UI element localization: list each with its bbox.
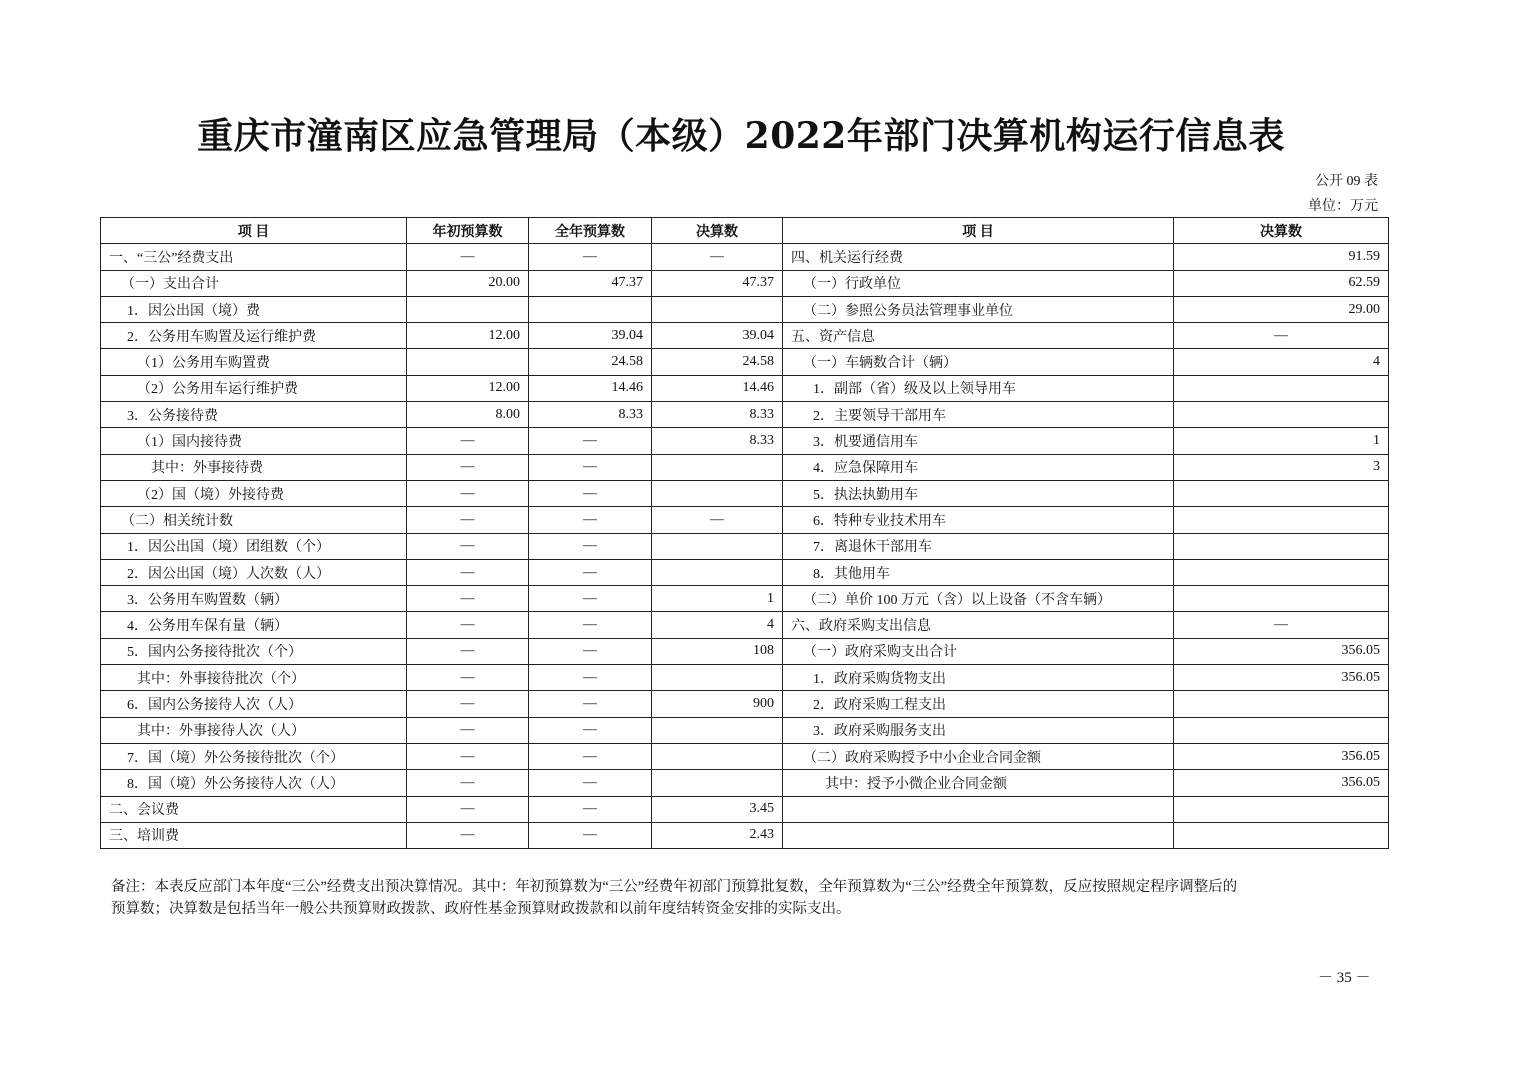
cell-final-account-left: [652, 717, 783, 743]
cell-full-year-budget: —: [529, 717, 652, 743]
cell-final-account-left: —: [652, 244, 783, 270]
cell-initial-budget: 12.00: [407, 323, 529, 349]
table-row: [101, 244, 1389, 270]
table-row: [101, 507, 1389, 533]
cell-final-account-right: [1174, 717, 1389, 743]
cell-full-year-budget: —: [529, 691, 652, 717]
cell-item-right: 7．离退休干部用车: [783, 533, 1174, 559]
cell-final-account-right: 356.05: [1174, 743, 1389, 769]
cell-initial-budget: —: [407, 454, 529, 480]
cell-initial-budget: —: [407, 612, 529, 638]
cell-final-account-right: [1174, 533, 1389, 559]
cell-initial-budget: —: [407, 770, 529, 796]
table-row: [101, 717, 1389, 743]
cell-item-right: 2．主要领导干部用车: [783, 402, 1174, 428]
cell-item-left: 5．国内公务接待批次（个）: [101, 638, 407, 664]
form-number: 公开 09 表: [1315, 174, 1378, 189]
cell-full-year-budget: —: [529, 665, 652, 691]
header-full-year-budget: 全年预算数: [529, 218, 652, 244]
cell-initial-budget: —: [407, 638, 529, 664]
cell-full-year-budget: —: [529, 586, 652, 612]
table-row: [101, 323, 1389, 349]
cell-final-account-left: [652, 665, 783, 691]
cell-item-right: 1．政府采购货物支出: [783, 665, 1174, 691]
cell-item-left: 2．因公出国（境）人次数（人）: [101, 559, 407, 585]
cell-final-account-right: [1174, 480, 1389, 506]
cell-final-account-right: [1174, 507, 1389, 533]
cell-item-right: 四、机关运行经费: [783, 244, 1174, 270]
cell-item-left: 其中：外事接待批次（个）: [101, 665, 407, 691]
cell-item-left: （二）相关统计数: [101, 507, 407, 533]
cell-item-right: [783, 796, 1174, 822]
header-item-right: 项 目: [783, 218, 1174, 244]
cell-final-account-right: 3: [1174, 454, 1389, 480]
cell-item-right: [783, 822, 1174, 848]
cell-item-left: （1）国内接待费: [101, 428, 407, 454]
cell-item-right: 4．应急保障用车: [783, 454, 1174, 480]
cell-final-account-left: 8.33: [652, 428, 783, 454]
cell-final-account-left: [652, 743, 783, 769]
cell-final-account-right: 1: [1174, 428, 1389, 454]
table-row: [101, 743, 1389, 769]
table-row: [101, 533, 1389, 559]
page-number: － 35 －: [1318, 970, 1371, 986]
cell-initial-budget: —: [407, 428, 529, 454]
cell-item-right: （一）车辆数合计（辆）: [783, 349, 1174, 375]
cell-item-left: 8．国（境）外公务接待人次（人）: [101, 770, 407, 796]
cell-full-year-budget: —: [529, 428, 652, 454]
cell-item-right: 3．机要通信用车: [783, 428, 1174, 454]
cell-final-account-right: [1174, 691, 1389, 717]
cell-item-left: 3．公务接待费: [101, 402, 407, 428]
cell-full-year-budget: —: [529, 612, 652, 638]
cell-final-account-right: [1174, 375, 1389, 401]
unit-label: 单位：万元: [1308, 199, 1378, 214]
cell-full-year-budget: —: [529, 244, 652, 270]
cell-item-right: （二）单价 100 万元（含）以上设备（不含车辆）: [783, 586, 1174, 612]
cell-final-account-right: 356.05: [1174, 638, 1389, 664]
cell-item-left: 7．国（境）外公务接待批次（个）: [101, 743, 407, 769]
cell-final-account-right: —: [1174, 323, 1389, 349]
header-final-account-left: 决算数: [652, 218, 783, 244]
cell-full-year-budget: 14.46: [529, 375, 652, 401]
cell-full-year-budget: —: [529, 480, 652, 506]
cell-item-right: （一）行政单位: [783, 270, 1174, 296]
cell-final-account-left: [652, 559, 783, 585]
cell-final-account-right: [1174, 796, 1389, 822]
cell-final-account-left: 8.33: [652, 402, 783, 428]
cell-final-account-left: 1: [652, 586, 783, 612]
cell-item-left: 其中：外事接待人次（人）: [101, 717, 407, 743]
cell-initial-budget: —: [407, 796, 529, 822]
cell-initial-budget: —: [407, 244, 529, 270]
table-row: [101, 270, 1389, 296]
table-row: [101, 296, 1389, 322]
table-row: [101, 375, 1389, 401]
footnote: [111, 876, 1391, 920]
table-row: [101, 454, 1389, 480]
cell-item-right: （一）政府采购支出合计: [783, 638, 1174, 664]
table-row: [101, 480, 1389, 506]
cell-item-left: （1）公务用车购置费: [101, 349, 407, 375]
cell-final-account-left: 47.37: [652, 270, 783, 296]
cell-final-account-left: 4: [652, 612, 783, 638]
cell-item-right: 其中：授予小微企业合同金额: [783, 770, 1174, 796]
cell-item-left: （一）支出合计: [101, 270, 407, 296]
table-row: [101, 559, 1389, 585]
cell-full-year-budget: —: [529, 533, 652, 559]
cell-full-year-budget: 8.33: [529, 402, 652, 428]
cell-full-year-budget: [529, 296, 652, 322]
cell-item-right: 6．特种专业技术用车: [783, 507, 1174, 533]
cell-initial-budget: —: [407, 717, 529, 743]
cell-initial-budget: —: [407, 743, 529, 769]
footnote-line-1: 备注：本表反应部门本年度“三公”经费支出预决算情况。其中：年初预算数为“三公”经费年初部门预算批复数，全年预算数为“三公”经费全年预算数，反应按照规定程序调整后的: [111, 879, 1238, 895]
cell-item-left: 二、会议费: [101, 796, 407, 822]
cell-item-left: 6．国内公务接待人次（人）: [101, 691, 407, 717]
cell-item-left: 三、培训费: [101, 822, 407, 848]
table-row: [101, 822, 1389, 848]
cell-item-right: 六、政府采购支出信息: [783, 612, 1174, 638]
cell-final-account-left: 39.04: [652, 323, 783, 349]
cell-final-account-left: —: [652, 507, 783, 533]
cell-initial-budget: [407, 349, 529, 375]
cell-initial-budget: —: [407, 507, 529, 533]
cell-final-account-right: 4: [1174, 349, 1389, 375]
document-title: 重庆市潼南区应急管理局（本级）2022年部门决算机构运行信息表: [197, 115, 1285, 157]
cell-item-right: 8．其他用车: [783, 559, 1174, 585]
cell-initial-budget: —: [407, 822, 529, 848]
table-row: [101, 691, 1389, 717]
cell-final-account-right: 91.59: [1174, 244, 1389, 270]
cell-final-account-right: 29.00: [1174, 296, 1389, 322]
cell-item-right: 1．副部（省）级及以上领导用车: [783, 375, 1174, 401]
cell-initial-budget: —: [407, 533, 529, 559]
table-row: [101, 770, 1389, 796]
table-row: [101, 428, 1389, 454]
header-final-account-right: 决算数: [1174, 218, 1389, 244]
header-item-left: 项 目: [101, 218, 407, 244]
cell-final-account-right: 62.59: [1174, 270, 1389, 296]
cell-item-left: 2．公务用车购置及运行维护费: [101, 323, 407, 349]
cell-final-account-right: [1174, 559, 1389, 585]
cell-initial-budget: —: [407, 586, 529, 612]
cell-item-right: 3．政府采购服务支出: [783, 717, 1174, 743]
cell-initial-budget: —: [407, 559, 529, 585]
cell-full-year-budget: 47.37: [529, 270, 652, 296]
cell-full-year-budget: —: [529, 770, 652, 796]
cell-item-left: 一、“三公”经费支出: [101, 244, 407, 270]
cell-final-account-right: 356.05: [1174, 665, 1389, 691]
table-row: [101, 402, 1389, 428]
table-row: [101, 796, 1389, 822]
cell-item-right: （二）参照公务员法管理事业单位: [783, 296, 1174, 322]
cell-final-account-right: —: [1174, 612, 1389, 638]
table-row: [101, 638, 1389, 664]
cell-full-year-budget: —: [529, 743, 652, 769]
cell-initial-budget: —: [407, 665, 529, 691]
footnote-line-2: 预算数；决算数是包括当年一般公共预算财政拨款、政府性基金预算财政拨款和以前年度结转资金安排的实际支出。: [111, 901, 851, 917]
cell-initial-budget: 12.00: [407, 375, 529, 401]
cell-item-right: 5．执法执勤用车: [783, 480, 1174, 506]
table-row: [101, 665, 1389, 691]
cell-final-account-left: [652, 454, 783, 480]
cell-item-left: 4．公务用车保有量（辆）: [101, 612, 407, 638]
table-header-row: [101, 218, 1389, 244]
table-row: [101, 612, 1389, 638]
header-initial-budget: 年初预算数: [407, 218, 529, 244]
cell-final-account-left: 24.58: [652, 349, 783, 375]
table-row: [101, 586, 1389, 612]
cell-full-year-budget: —: [529, 454, 652, 480]
cell-item-right: 五、资产信息: [783, 323, 1174, 349]
cell-item-left: 1．因公出国（境）团组数（个）: [101, 533, 407, 559]
cell-final-account-right: 356.05: [1174, 770, 1389, 796]
cell-full-year-budget: —: [529, 507, 652, 533]
cell-initial-budget: 20.00: [407, 270, 529, 296]
cell-final-account-left: 108: [652, 638, 783, 664]
cell-final-account-left: [652, 296, 783, 322]
table-row: [101, 349, 1389, 375]
cell-final-account-left: 2.43: [652, 822, 783, 848]
cell-full-year-budget: —: [529, 638, 652, 664]
cell-final-account-left: [652, 533, 783, 559]
cell-initial-budget: —: [407, 480, 529, 506]
cell-item-left: （2）公务用车运行维护费: [101, 375, 407, 401]
cell-initial-budget: —: [407, 691, 529, 717]
cell-final-account-left: 900: [652, 691, 783, 717]
cell-final-account-left: 3.45: [652, 796, 783, 822]
cell-full-year-budget: —: [529, 559, 652, 585]
cell-final-account-right: [1174, 402, 1389, 428]
cell-initial-budget: [407, 296, 529, 322]
cell-full-year-budget: —: [529, 822, 652, 848]
cell-full-year-budget: —: [529, 796, 652, 822]
cell-final-account-left: [652, 480, 783, 506]
cell-item-left: 1．因公出国（境）费: [101, 296, 407, 322]
cell-final-account-right: [1174, 586, 1389, 612]
cell-item-left: 其中：外事接待费: [101, 454, 407, 480]
cell-item-right: （二）政府采购授予中小企业合同金额: [783, 743, 1174, 769]
cell-item-left: 3．公务用车购置数（辆）: [101, 586, 407, 612]
cell-initial-budget: 8.00: [407, 402, 529, 428]
cell-full-year-budget: 39.04: [529, 323, 652, 349]
cell-item-left: （2）国（境）外接待费: [101, 480, 407, 506]
cell-final-account-left: 14.46: [652, 375, 783, 401]
cell-final-account-right: [1174, 822, 1389, 848]
cell-final-account-left: [652, 770, 783, 796]
operations-info-table: [100, 217, 1389, 849]
cell-full-year-budget: 24.58: [529, 349, 652, 375]
cell-item-right: 2．政府采购工程支出: [783, 691, 1174, 717]
